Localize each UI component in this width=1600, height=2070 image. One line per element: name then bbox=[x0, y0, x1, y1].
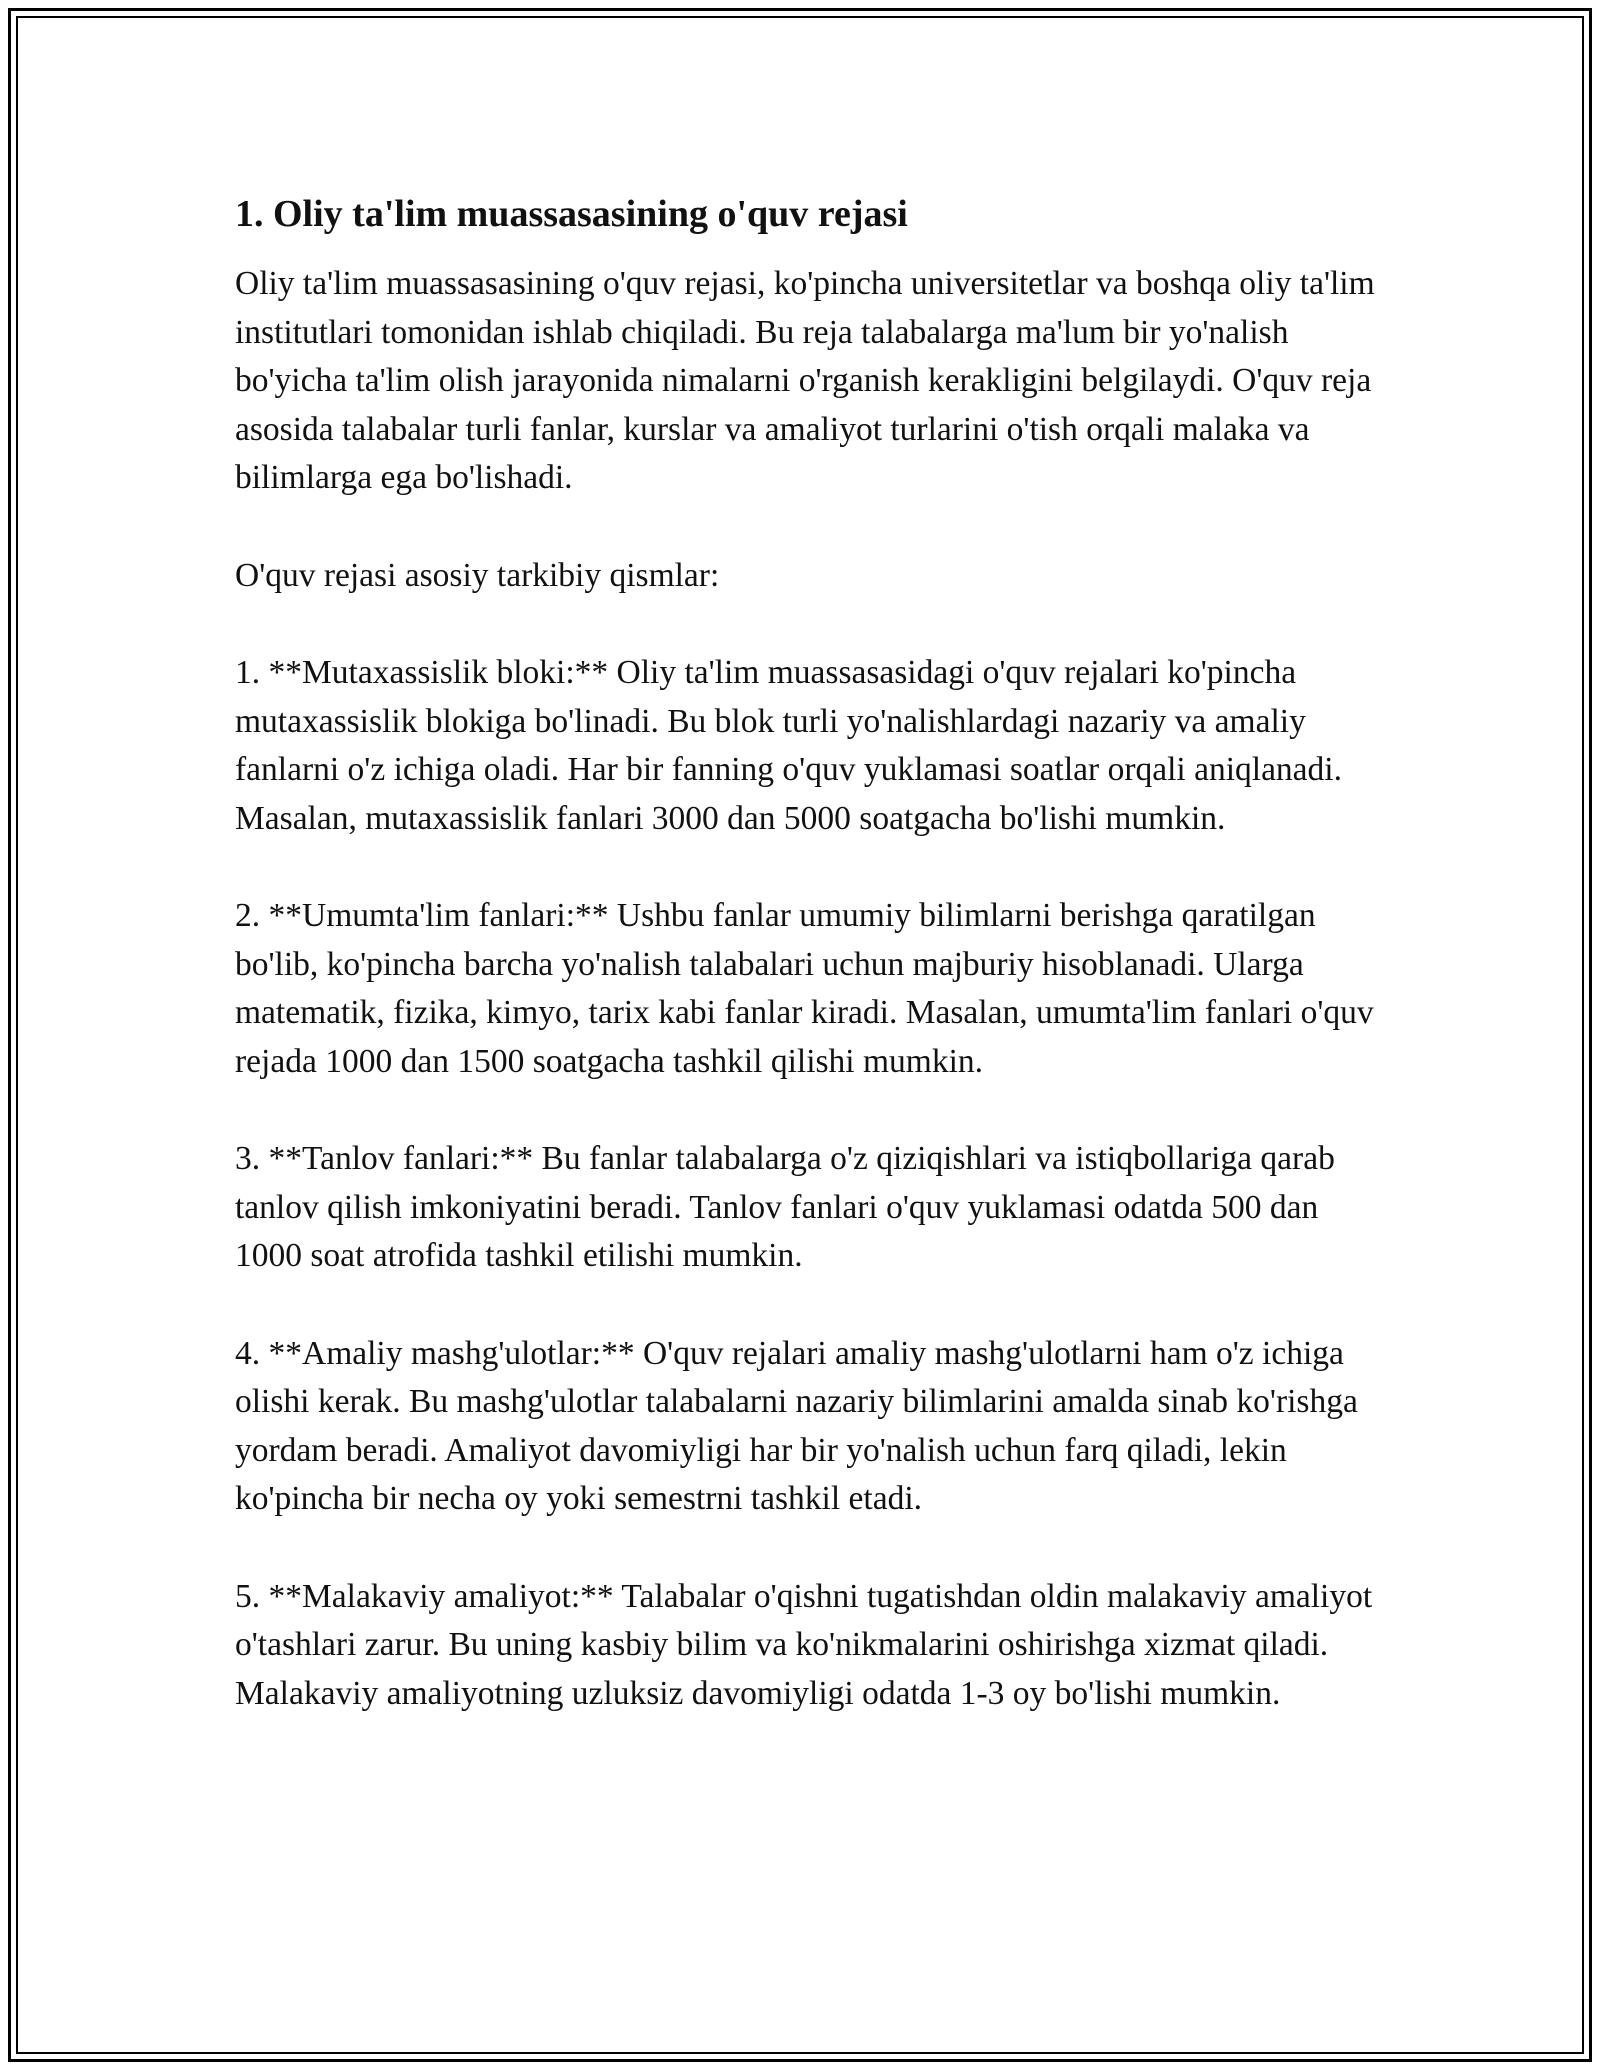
components-heading: O'quv rejasi asosiy tarkibiy qismlar: bbox=[235, 556, 720, 594]
list-item-2: 2. **Umumta'lim fanlari:** Ushbu fanlar umumiy bilimlarni berishga qaratilgan bo'lib, ko'pincha barcha yo'nalish talabalari uchun majburiy hisoblanadi. Ularga matematik, fizika, kimyo, tarix kabi fanlar kiradi. Masalan, umumta'lim fanlari o'quv rejada 1000 dan 1500 soatgacha tashkil qilishi mumkin. bbox=[235, 897, 1374, 1080]
document-title: 1. Oliy ta'lim muassasasining o'quv rejasi bbox=[235, 193, 908, 235]
document-body bbox=[235, 188, 1375, 1718]
list-item-3: 3. **Tanlov fanlari:** Bu fanlar talabalarga o'z qiziqishlari va istiqbollariga qarab tanlov qilish imkoniyatini beradi. Tanlov fanlari o'quv yuklamasi odatda 500 dan 1000 soat atrofida tashkil etilishi mumkin. bbox=[235, 1140, 1335, 1274]
intro-paragraph: Oliy ta'lim muassasasining o'quv rejasi, ko'pincha universitetlar va boshqa oliy ta'lim institutlari tomonidan ishlab chiqiladi. Bu reja talabalarga ma'lum bir yo'nalish bo'yicha ta'lim olish jarayonida nimalarni o'rganish kerakligini belgilaydi. O'quv reja asosida talabalar turli fanlar, kurslar va amaliyot turlarini o'tish orqali malaka va bilimlarga ega bo'lishadi. bbox=[235, 265, 1375, 496]
list-item-1: 1. **Mutaxassislik bloki:** Oliy ta'lim muassasasidagi o'quv rejalari ko'pincha mutaxassislik blokiga bo'linadi. Bu blok turli yo'nalishlardagi nazariy va amaliy fanlarni o'z ichiga oladi. Har bir fanning o'quv yuklamasi soatlar orqali aniqlanadi. Masalan, mutaxassislik fanlari 3000 dan 5000 soatgacha bo'lishi mumkin. bbox=[235, 654, 1342, 837]
list-item-5: 5. **Malakaviy amaliyot:** Talabalar o'qishni tugatishdan oldin malakaviy amaliyot o'tashlari zarur. Bu uning kasbiy bilim va ko'nikmalarini oshirishga xizmat qiladi. Malakaviy amaliyotning uzluksiz davomiyligi odatda 1-3 oy bo'lishi mumkin. bbox=[235, 1577, 1373, 1712]
list-item-4: 4. **Amaliy mashg'ulotlar:** O'quv rejalari amaliy mashg'ulotlarni ham o'z ichiga olishi kerak. Bu mashg'ulotlar talabalarni nazariy bilimlarini amalda sinab ko'rishga yordam beradi. Amaliyot davomiyligi har bir yo'nalish uchun farq qiladi, lekin ko'pincha bir necha oy yoki semestrni tashkil etadi. bbox=[235, 1334, 1358, 1517]
